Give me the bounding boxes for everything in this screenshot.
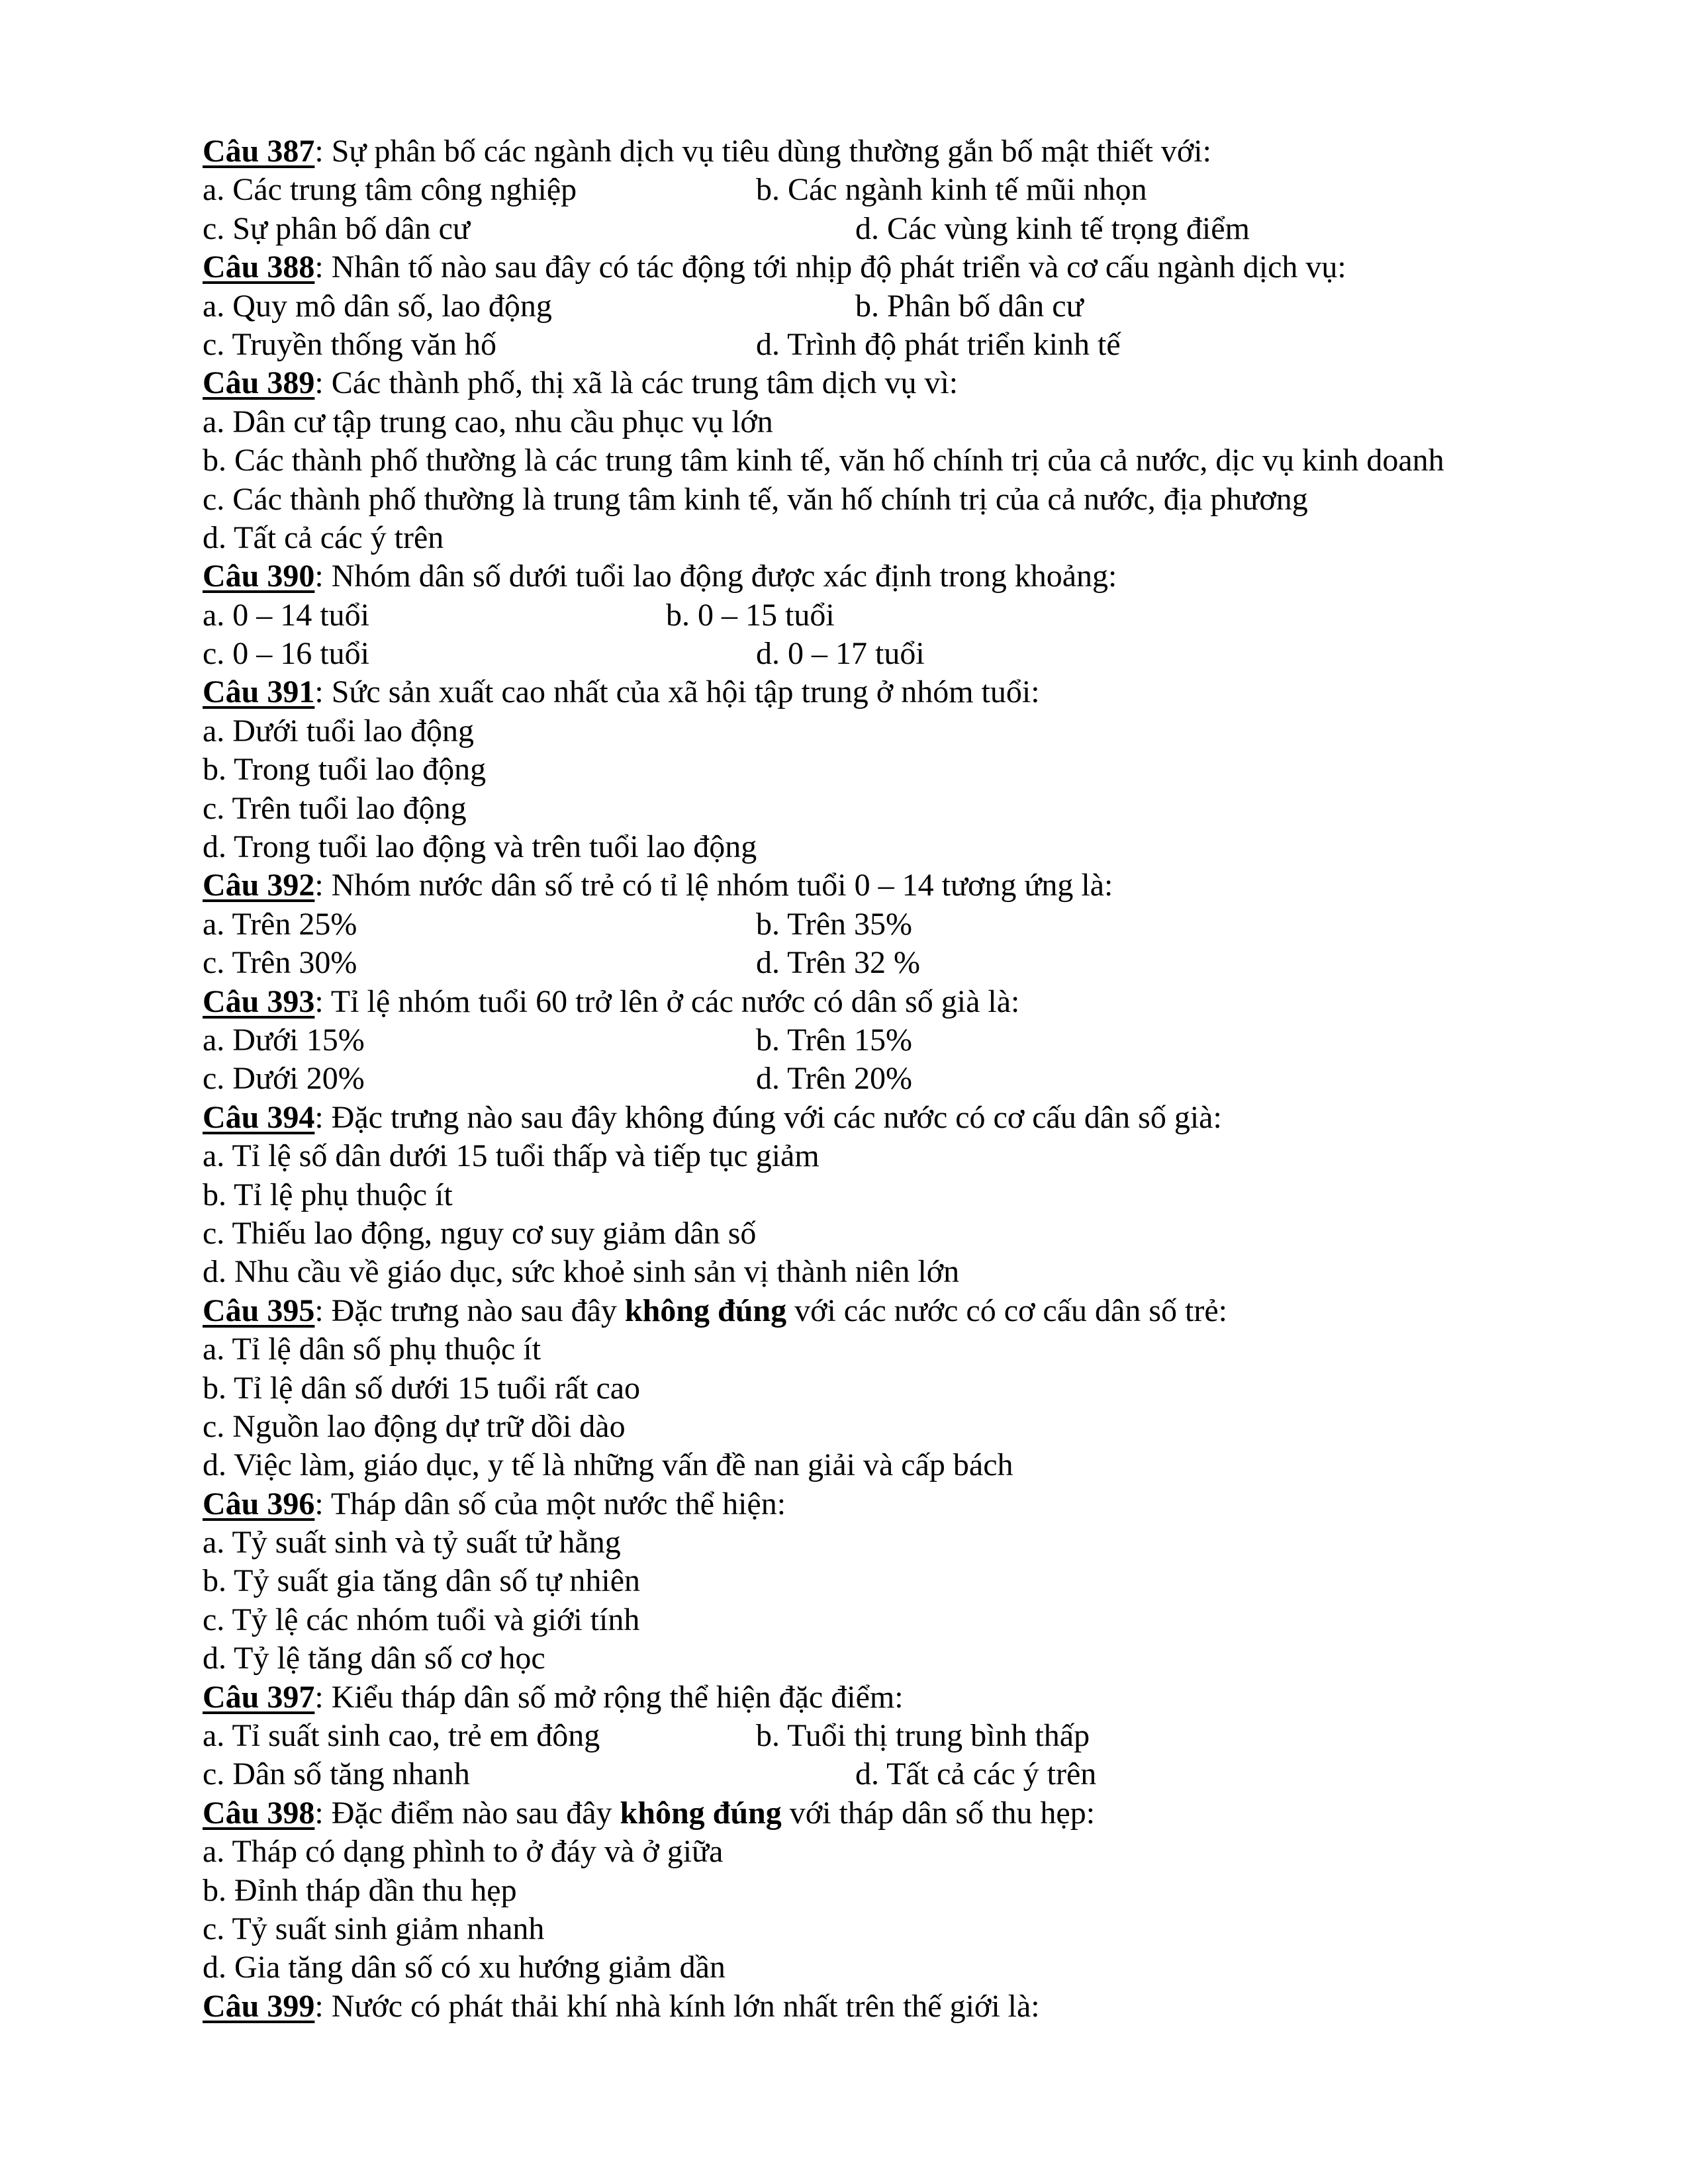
answer-option[interactable]: d. Các vùng kinh tế trọng điểm <box>855 210 1250 246</box>
option-row <box>203 1562 1526 1600</box>
question-line <box>203 1099 1526 1137</box>
answer-option[interactable]: b. Đỉnh tháp dần thu hẹp <box>203 1872 517 1908</box>
question-line <box>203 983 1526 1021</box>
answer-option[interactable]: a. Trên 25% <box>203 906 357 942</box>
answer-option[interactable]: a. Dưới tuổi lao động <box>203 713 475 749</box>
answer-option[interactable]: b. Trên 35% <box>756 906 913 942</box>
question-number: Câu 396 <box>203 1486 315 1522</box>
option-row <box>203 287 1526 326</box>
answer-option[interactable]: a. Tỷ suất sinh và tỷ suất tử hằng <box>203 1525 621 1561</box>
answer-option[interactable]: c. Tỷ lệ các nhóm tuổi và giới tính <box>203 1602 640 1637</box>
option-row <box>203 1253 1526 1291</box>
question-separator: : <box>314 365 332 401</box>
question-separator: : <box>314 1099 332 1135</box>
option-row <box>203 1639 1526 1678</box>
answer-option[interactable]: c. Tỷ suất sinh giảm nhanh <box>203 1911 545 1946</box>
question-text-end: với tháp dân số thu hẹp: <box>781 1795 1096 1831</box>
question-number: Câu 390 <box>203 559 315 594</box>
answer-option[interactable]: b. Các thành phố thường là các trung tâm kinh tế, văn hố chính trị của cả nước, dịc vụ kinh doanh <box>203 443 1444 478</box>
answer-option[interactable]: c. 0 – 16 tuổi <box>203 636 369 672</box>
option-row <box>203 635 1526 673</box>
question-number: Câu 387 <box>203 134 315 169</box>
question-line <box>203 1987 1526 2026</box>
option-row <box>203 1910 1526 1948</box>
question-text: Nhân tố nào sau đây có tác động tới nhịp độ phát triển và cơ cấu ngành dịch vụ: <box>331 250 1346 285</box>
option-row <box>203 1214 1526 1253</box>
answer-option[interactable]: d. Nhu cầu về giáo dục, sức khoẻ sinh sản vị thành niên lớn <box>203 1254 960 1290</box>
answer-option[interactable]: b. Các ngành kinh tế mũi nhọn <box>756 172 1147 208</box>
question-line <box>203 673 1526 711</box>
option-row <box>203 1137 1526 1175</box>
question-emphasis: không đúng <box>620 1795 782 1831</box>
answer-option[interactable]: d. Trên 32 % <box>756 945 921 981</box>
option-row <box>203 1524 1526 1562</box>
answer-option[interactable]: d. Tất cả các ý trên <box>855 1756 1097 1792</box>
option-row <box>203 326 1526 364</box>
answer-option[interactable]: b. Trên 15% <box>756 1022 913 1058</box>
option-row <box>203 712 1526 751</box>
question-separator: : <box>314 868 332 903</box>
answer-option[interactable]: c. Nguồn lao động dự trữ dồi dào <box>203 1408 626 1444</box>
answer-option[interactable]: c. Trên 30% <box>203 945 357 981</box>
question-separator: : <box>314 1486 331 1522</box>
question-separator: : <box>314 134 332 169</box>
option-row <box>203 1446 1526 1484</box>
question-text: Nước có phát thải khí nhà kính lớn nhất trên thế giới là: <box>331 1988 1040 2024</box>
question-line <box>203 557 1526 596</box>
option-row <box>203 1872 1526 1910</box>
question-line <box>203 866 1526 905</box>
option-row <box>203 480 1526 519</box>
question-text: Nhóm nước dân số trẻ có tỉ lệ nhóm tuổi 0 – 14 tương ứng là: <box>331 868 1113 903</box>
answer-option[interactable]: b. 0 – 15 tuổi <box>666 597 835 633</box>
document-page <box>203 132 1526 2026</box>
question-text-end: với các nước có cơ cấu dân số trẻ: <box>786 1293 1227 1328</box>
question-separator: : <box>314 674 332 710</box>
question-text: Nhóm dân số dưới tuổi lao động được xác định trong khoảng: <box>331 559 1117 594</box>
question-number: Câu 388 <box>203 250 315 285</box>
question-number: Câu 398 <box>203 1795 315 1831</box>
question-text: Đặc điểm nào sau đây <box>331 1795 620 1831</box>
answer-option[interactable]: a. Dưới 15% <box>203 1022 365 1058</box>
option-row <box>203 596 1526 635</box>
option-row <box>203 1948 1526 1987</box>
answer-option[interactable]: c. Các thành phố thường là trung tâm kinh tế, văn hố chính trị của cả nước, địa phương <box>203 481 1308 517</box>
option-row <box>203 751 1526 789</box>
answer-option[interactable]: a. Quy mô dân số, lao động <box>203 288 552 324</box>
option-row <box>203 944 1526 982</box>
question-separator: : <box>314 1988 332 2024</box>
option-row <box>203 210 1526 248</box>
answer-option[interactable]: b. Tỉ lệ dân số dưới 15 tuổi rất cao <box>203 1370 641 1406</box>
answer-option[interactable]: b. Trong tuổi lao động <box>203 752 487 788</box>
question-number: Câu 389 <box>203 365 315 401</box>
answer-option[interactable]: a. Dân cư tập trung cao, nhu cầu phục vụ lớn <box>203 404 773 439</box>
question-separator: : <box>314 1795 332 1831</box>
option-row <box>203 1408 1526 1446</box>
answer-option[interactable]: a. Tỉ lệ số dân dưới 15 tuổi thấp và tiếp tục giảm <box>203 1138 820 1174</box>
answer-option[interactable]: b. Tuổi thị trung bình thấp <box>756 1718 1090 1754</box>
question-number: Câu 393 <box>203 983 315 1019</box>
answer-option[interactable]: c. Sự phân bố dân cư <box>203 210 470 246</box>
question-text: Đặc trưng nào sau đây không đúng với các nước có cơ cấu dân số già: <box>331 1099 1222 1135</box>
question-text: Tỉ lệ nhóm tuổi 60 trở lên ở các nước có dân số già là: <box>330 983 1020 1019</box>
option-row <box>203 171 1526 209</box>
answer-option[interactable]: c. Dân số tăng nhanh <box>203 1756 470 1792</box>
option-row <box>203 1717 1526 1755</box>
option-row <box>203 1601 1526 1639</box>
answer-option[interactable]: b. Tỉ lệ phụ thuộc ít <box>203 1177 453 1212</box>
question-number: Câu 394 <box>203 1099 315 1135</box>
question-separator: : <box>314 559 332 594</box>
option-row <box>203 1060 1526 1098</box>
answer-option[interactable]: d. Việc làm, giáo dục, y tế là những vấn đề nan giải và cấp bách <box>203 1447 1013 1483</box>
answer-option[interactable]: a. Tháp có dạng phình to ở đáy và ở giữa <box>203 1834 724 1870</box>
question-number: Câu 399 <box>203 1988 315 2024</box>
option-row <box>203 1755 1526 1794</box>
question-text: Các thành phố, thị xã là các trung tâm dịch vụ vì: <box>331 365 959 401</box>
option-row <box>203 519 1526 557</box>
question-text: Tháp dân số của một nước thể hiện: <box>330 1486 786 1522</box>
answer-option[interactable]: d. 0 – 17 tuổi <box>756 636 925 672</box>
answer-option[interactable]: d. Trong tuổi lao động và trên tuổi lao động <box>203 829 757 865</box>
answer-option[interactable]: c. Thiếu lao động, nguy cơ suy giảm dân số <box>203 1215 757 1251</box>
answer-option[interactable]: a. Tỉ suất sinh cao, trẻ em đông <box>203 1718 600 1754</box>
option-row <box>203 1330 1526 1369</box>
question-separator: : <box>314 983 331 1019</box>
question-text: Kiểu tháp dân số mở rộng thể hiện đặc điểm: <box>331 1679 904 1715</box>
answer-option[interactable]: b. Tỷ suất gia tăng dân số tự nhiên <box>203 1563 641 1599</box>
answer-option[interactable]: b. Phân bố dân cư <box>855 288 1084 324</box>
question-text: Sự phân bố các ngành dịch vụ tiêu dùng thường gắn bố mật thiết với: <box>331 134 1211 169</box>
question-line <box>203 1794 1526 1833</box>
answer-option[interactable]: a. 0 – 14 tuổi <box>203 597 369 633</box>
question-line <box>203 132 1526 171</box>
answer-option[interactable]: d. Tất cả các ý trên <box>203 520 444 555</box>
question-text: Đặc trưng nào sau đây <box>331 1293 625 1328</box>
answer-option[interactable]: a. Các trung tâm công nghiệp <box>203 172 577 208</box>
option-row <box>203 790 1526 828</box>
question-number: Câu 397 <box>203 1679 315 1715</box>
answer-option[interactable]: d. Tỷ lệ tăng dân số cơ học <box>203 1641 545 1676</box>
question-line <box>203 1292 1526 1330</box>
answer-option[interactable]: d. Trên 20% <box>756 1061 913 1097</box>
answer-option[interactable]: d. Gia tăng dân số có xu hướng giảm dần <box>203 1950 726 1985</box>
question-number: Câu 395 <box>203 1293 315 1328</box>
question-line <box>203 364 1526 402</box>
option-row <box>203 905 1526 944</box>
question-separator: : <box>314 1679 332 1715</box>
question-emphasis: không đúng <box>624 1293 787 1328</box>
option-row <box>203 441 1526 480</box>
question-line <box>203 248 1526 287</box>
question-separator: : <box>314 1293 332 1328</box>
option-row <box>203 1176 1526 1214</box>
answer-option[interactable]: d. Trình độ phát triển kinh tế <box>756 326 1121 362</box>
option-row <box>203 403 1526 441</box>
question-line <box>203 1678 1526 1717</box>
option-row <box>203 1369 1526 1408</box>
answer-option[interactable]: a. Tỉ lệ dân số phụ thuộc ít <box>203 1332 541 1367</box>
question-line <box>203 1485 1526 1524</box>
answer-option[interactable]: c. Dưới 20% <box>203 1061 365 1097</box>
question-separator: : <box>314 250 332 285</box>
option-row <box>203 828 1526 866</box>
answer-option[interactable]: c. Trên tuổi lao động <box>203 790 467 826</box>
question-number: Câu 392 <box>203 868 315 903</box>
option-row <box>203 1021 1526 1060</box>
answer-option[interactable]: c. Truyền thống văn hố <box>203 326 496 362</box>
question-text: Sức sản xuất cao nhất của xã hội tập trung ở nhóm tuổi: <box>331 674 1040 710</box>
option-row <box>203 1833 1526 1871</box>
question-number: Câu 391 <box>203 674 315 710</box>
